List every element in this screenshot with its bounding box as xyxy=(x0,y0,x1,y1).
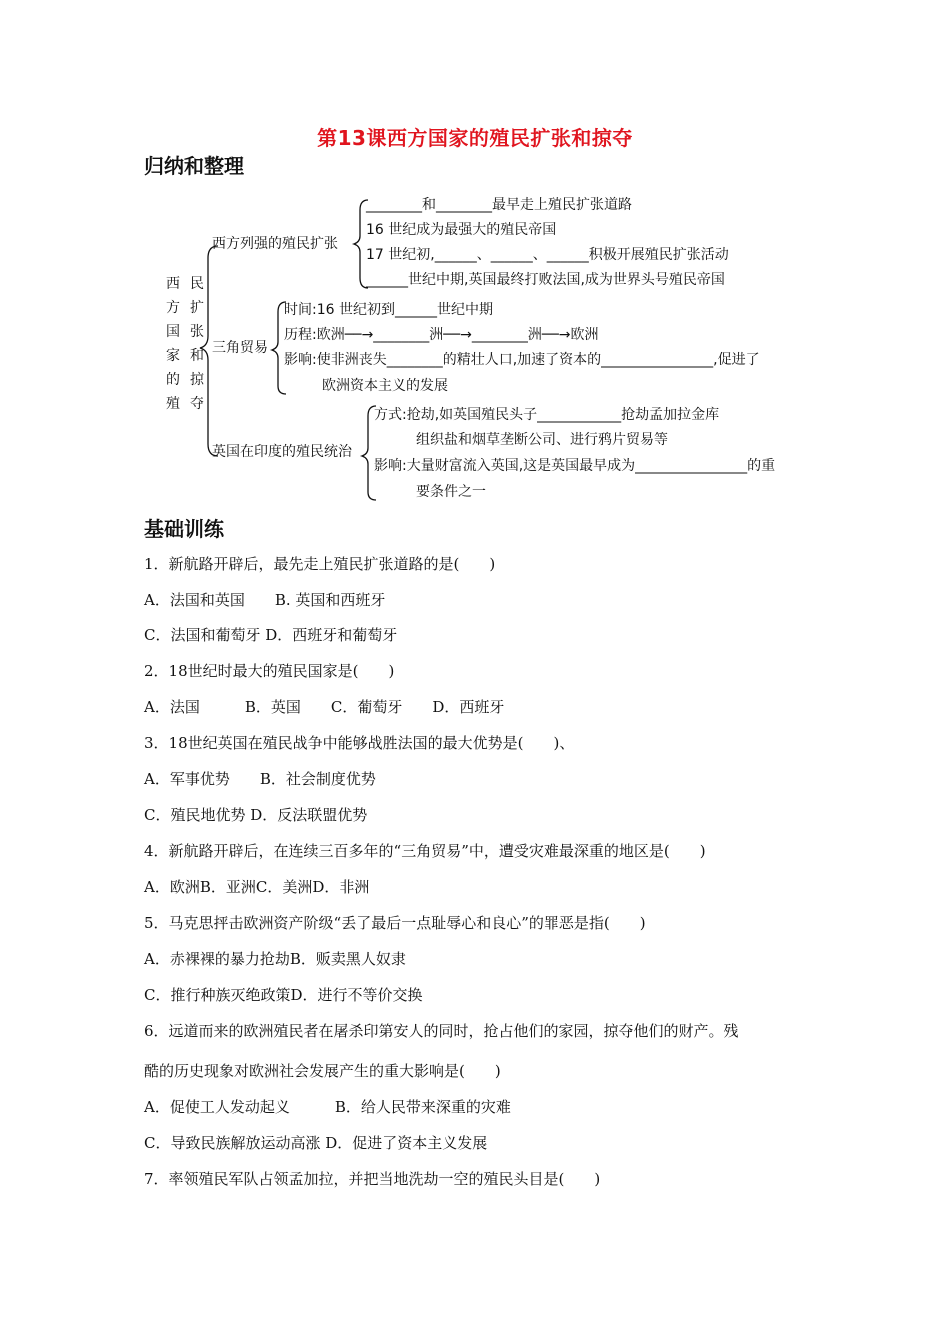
root-char: 家 xyxy=(166,348,180,364)
root-char: 夺 xyxy=(190,396,204,412)
branch-label-triangle-trade: 三角贸易 xyxy=(212,340,268,356)
root-char: 国 xyxy=(166,324,180,340)
root-char: 民 xyxy=(190,276,204,292)
root-char: 的 xyxy=(166,372,180,388)
branch2-item: 影响:使非洲丧失________的精壮人口,加速了资本的________________,促进了 xyxy=(284,352,760,368)
root-char: 西 xyxy=(166,276,180,292)
question-5-options-ab: A．赤裸裸的暴力抢劫B．贩卖黑人奴隶 xyxy=(144,950,406,968)
section-heading-summary: 归纳和整理 xyxy=(144,154,244,178)
branch1-item: ______世纪中期,英国最终打败法国,成为世界头号殖民帝国 xyxy=(366,272,725,288)
question-1: 1．新航路开辟后，最先走上殖民扩张道路的是( ) xyxy=(144,555,496,573)
question-5-options-cd: C．推行种族灭绝政策D．进行不等价交换 xyxy=(144,986,423,1004)
question-3-options-ab: A．军事优势 B．社会制度优势 xyxy=(144,770,376,788)
branch3-item: 组织盐和烟草垄断公司、进行鸦片贸易等 xyxy=(416,432,668,448)
branch1-item: ________和________最早走上殖民扩张道路 xyxy=(366,197,632,213)
question-3-options-cd: C．殖民地优势 D．反法联盟优势 xyxy=(144,806,368,824)
branch-label-colonial-expansion: 西方列强的殖民扩张 xyxy=(212,236,338,252)
question-2: 2．18世纪时最大的殖民国家是( ) xyxy=(144,662,395,680)
root-char: 扩 xyxy=(190,300,204,316)
question-7: 7．率领殖民军队占领孟加拉，并把当地洗劫一空的殖民头目是( ) xyxy=(144,1170,601,1188)
question-4-options: A．欧洲B．亚洲C．美洲D．非洲 xyxy=(144,878,370,896)
section-heading-basic-training: 基础训练 xyxy=(144,517,224,541)
branch3-item: 方式:抢劫,如英国殖民头子____________抢劫孟加拉金库 xyxy=(374,407,720,423)
branch1-item: 17 世纪初,______、______、______积极开展殖民扩张活动 xyxy=(366,247,729,263)
question-4: 4．新航路开辟后，在连续三百多年的“三角贸易”中，遭受灾难最深重的地区是( ) xyxy=(144,842,706,860)
question-1-options-cd: C．法国和葡萄牙 D．西班牙和葡萄牙 xyxy=(144,626,398,644)
root-char: 掠 xyxy=(190,372,204,388)
question-1-options-ab: A．法国和英国 B. 英国和西班牙 xyxy=(144,591,386,609)
branch2-item: 时间:16 世纪初到______世纪中期 xyxy=(284,302,493,318)
root-char: 殖 xyxy=(166,396,180,412)
root-char: 张 xyxy=(190,324,204,340)
branch-label-india-rule: 英国在印度的殖民统治 xyxy=(212,444,352,460)
page-title: 第13课西方国家的殖民扩张和掠夺 xyxy=(317,126,633,150)
root-char: 和 xyxy=(190,348,204,364)
branch3-item: 要条件之一 xyxy=(416,484,486,500)
root-label xyxy=(166,276,205,412)
branch1-item: 16 世纪成为最强大的殖民帝国 xyxy=(366,222,557,238)
question-6-line1: 6．远道而来的欧洲殖民者在屠杀印第安人的同时，抢占他们的家园，掠夺他们的财产。残 xyxy=(144,1022,739,1040)
branch2-item: 欧洲资本主义的发展 xyxy=(322,378,448,394)
branch2-item: 历程:欧洲──→________洲──→________洲──→欧洲 xyxy=(284,327,599,343)
question-6-options-ab: A．促使工人发动起义 B．给人民带来深重的灾难 xyxy=(144,1098,511,1116)
question-6-line2: 酷的历史现象对欧洲社会发展产生的重大影响是( ) xyxy=(144,1062,501,1080)
question-3: 3．18世纪英国在殖民战争中能够战胜法国的最大优势是( )、 xyxy=(144,734,575,752)
question-6-options-cd: C．导致民族解放运动高涨 D．促进了资本主义发展 xyxy=(144,1134,488,1152)
knowledge-tree-diagram xyxy=(150,186,840,506)
branch3-item: 影响:大量财富流入英国,这是英国最早成为________________的重 xyxy=(374,458,776,474)
root-char: 方 xyxy=(166,300,180,316)
question-5: 5．马克思抨击欧洲资产阶级“丢了最后一点耻辱心和良心”的罪恶是指( ) xyxy=(144,914,646,932)
question-2-options: A．法国 B．英国 C．葡萄牙 D．西班牙 xyxy=(144,698,505,716)
